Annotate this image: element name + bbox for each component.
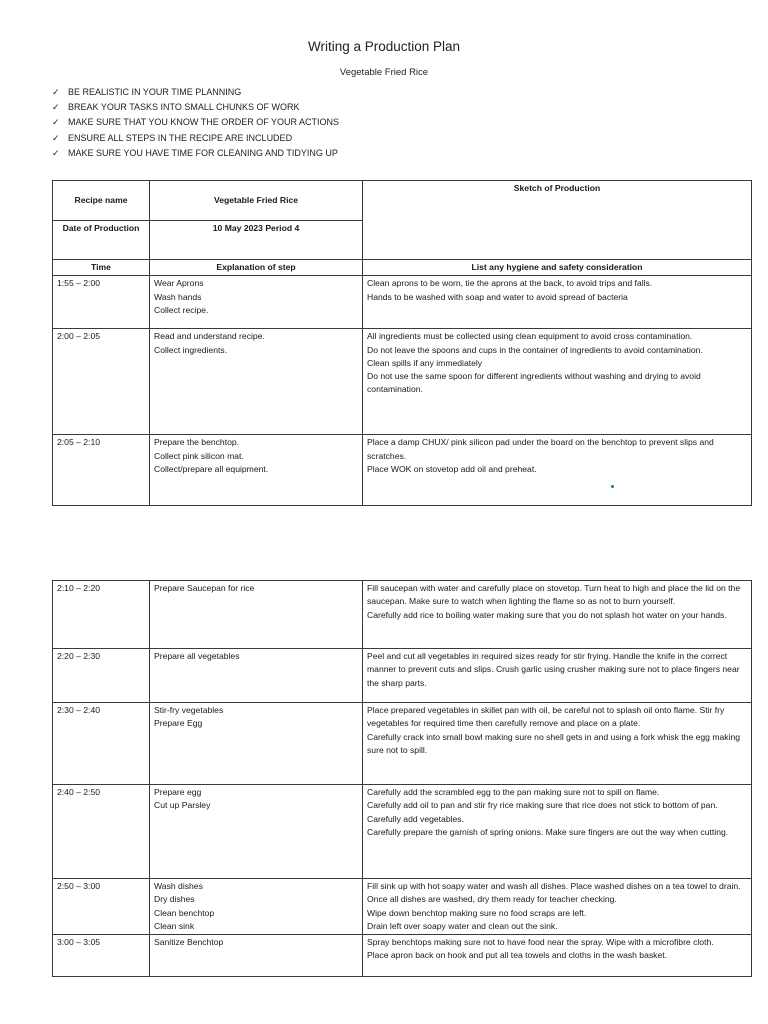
time-cell: 1:55 – 2:00	[53, 276, 150, 329]
safety-cell: Carefully add the scrambled egg to the pan making sure not to spill on flame. Carefully add oil to pan and stir fry rice making sure that rice does not stick to bottom of pan. Carefully add vegetables. Carefully prepare the garnish of spring onions. Make sure fingers are out the way when cutting.	[363, 785, 752, 879]
page-title: Writing a Production Plan	[307, 39, 461, 54]
checklist-item: ✓ MAKE SURE YOU HAVE TIME FOR CLEANING AND TIDYING UP	[52, 146, 339, 161]
safety-cell: Fill sink up with hot soapy water and wash all dishes. Place washed dishes on a tea towel to drain. Once all dishes are washed, dry them ready for teacher checking. Wipe down benchtop making sure no food scraps are left. Drain left over soapy water and clean out the sink.	[363, 879, 752, 935]
steps-cell: Read and understand recipe. Collect ingredients.	[150, 329, 363, 435]
time-cell: 2:05 – 2:10	[53, 435, 150, 506]
time-cell: 2:30 – 2:40	[53, 703, 150, 785]
table-row	[53, 276, 752, 329]
safety-cell: All ingredients must be collected using clean equipment to avoid cross contamination. Do not leave the spoons and cups in the container of ingredients to avoid contamination. Clean spills if any immediately Do not use the same spoon for different ingredients without washing and drying to avoid contamination.	[363, 329, 752, 435]
safety-cell: Clean aprons to be worn, tie the aprons at the back, to avoid trips and falls. Hands to be washed with soap and water to avoid spread of bacteria	[363, 276, 752, 329]
time-cell: 2:20 – 2:30	[53, 649, 150, 703]
checkmark-icon: ✓	[52, 88, 60, 98]
checkmark-icon: ✓	[52, 103, 60, 114]
time-cell: 2:00 – 2:05	[53, 329, 150, 435]
steps-cell: Prepare all vegetables	[150, 649, 363, 703]
production-plan-table-1	[52, 180, 752, 506]
steps-cell: Sanitize Benchtop	[150, 935, 363, 977]
date-label: Date of Production	[53, 221, 150, 260]
guideline-checklist	[52, 85, 339, 161]
safety-cell: Place prepared vegetables in skillet pan with oil, be careful not to splash oil onto flame. Stir fry vegetables for required time then carefully remove and place on a plate. Carefully crack into small bowl making sure no shell gets in and using a fork whisk the egg making sure not to spill.	[363, 703, 752, 785]
date-value: 10 May 2023 Period 4	[150, 221, 363, 260]
col-hygiene-header: List any hygiene and safety consideration	[363, 260, 752, 276]
recipe-name-value: Vegetable Fried Rice	[150, 181, 363, 221]
table-row	[53, 879, 752, 935]
steps-cell: Wash dishes Dry dishes Clean benchtop Clean sink	[150, 879, 363, 935]
safety-cell: Place a damp CHUX/ pink silicon pad under the board on the benchtop to prevent slips and scratches. Place WOK on stovetop add oil and preheat.	[363, 435, 752, 506]
sketch-of-production-cell: Sketch of Production	[363, 181, 752, 260]
production-plan-table-2	[52, 580, 752, 977]
checklist-item: ✓ ENSURE ALL STEPS IN THE RECIPE ARE INCLUDED	[52, 131, 339, 146]
steps-cell: Stir-fry vegetables Prepare Egg	[150, 703, 363, 785]
safety-cell: Fill saucepan with water and carefully place on stovetop. Turn heat to high and place the lid on the saucepan. Make sure to watch when lighting the flame so as not to burn yourself. Carefully add rice to boiling water making sure that you do not splash hot water on your hands.	[363, 581, 752, 649]
checkmark-icon: ✓	[52, 118, 60, 129]
time-cell: 2:40 – 2:50	[53, 785, 150, 879]
steps-cell: Wear Aprons Wash hands Collect recipe.	[150, 276, 363, 329]
table-row	[53, 703, 752, 785]
table-row	[53, 935, 752, 977]
recipe-name-label: Recipe name	[53, 181, 150, 221]
col-time-header: Time	[53, 260, 150, 276]
steps-cell: Prepare the benchtop. Collect pink silicon mat. Collect/prepare all equipment.	[150, 435, 363, 506]
time-cell: 2:50 – 3:00	[53, 879, 150, 935]
stray-dot	[611, 485, 614, 488]
checklist-item: ✓ BREAK YOUR TASKS INTO SMALL CHUNKS OF WORK	[52, 100, 339, 115]
checkmark-icon: ✓	[52, 148, 60, 159]
table-row	[53, 435, 752, 506]
table-row	[53, 785, 752, 879]
safety-cell: Peel and cut all vegetables in required sizes ready for stir frying. Handle the knife in the correct manner to prevent cuts and slips. Crush garlic using crusher making sure not to place fingers near the sharp parts.	[363, 649, 752, 703]
checkmark-icon: ✓	[52, 133, 60, 144]
col-explanation-header: Explanation of step	[150, 260, 363, 276]
page-subtitle: Vegetable Fried Rice	[339, 67, 429, 78]
table-row	[53, 581, 752, 649]
steps-cell: Prepare Saucepan for rice	[150, 581, 363, 649]
table-row	[53, 649, 752, 703]
steps-cell: Prepare egg Cut up Parsley	[150, 785, 363, 879]
time-cell: 2:10 – 2:20	[53, 581, 150, 649]
time-cell: 3:00 – 3:05	[53, 935, 150, 977]
table-row	[53, 329, 752, 435]
safety-cell: Spray benchtops making sure not to have food near the spray. Wipe with a microfibre cloth. Place apron back on hook and put all tea towels and cloths in the wash basket.	[363, 935, 752, 977]
checklist-item: ✓ BE REALISTIC IN YOUR TIME PLANNING	[52, 85, 339, 100]
checklist-item: ✓ MAKE SURE THAT YOU KNOW THE ORDER OF YOUR ACTIONS	[52, 115, 339, 130]
